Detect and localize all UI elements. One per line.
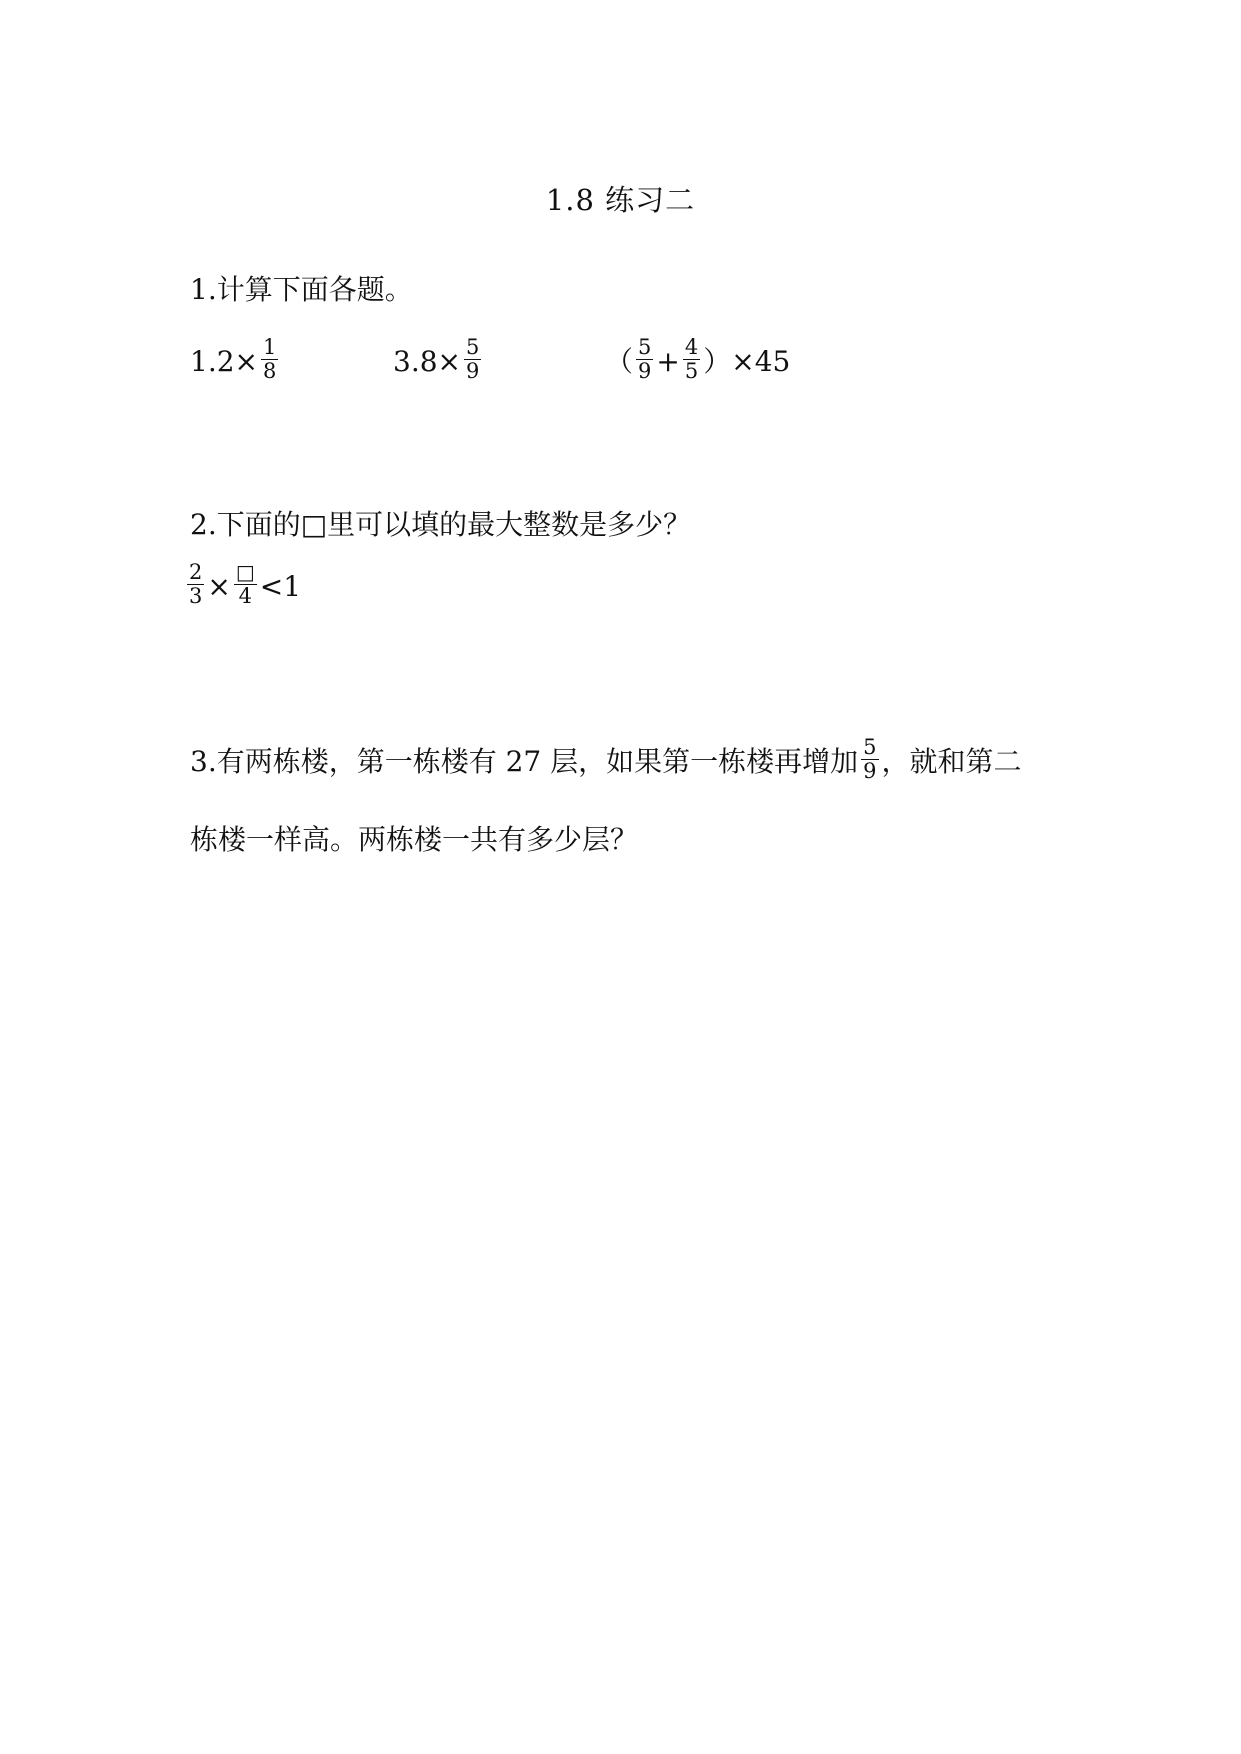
page-title: 1.8 练习二 [545, 183, 696, 217]
q2-fraction-1 [187, 561, 204, 608]
question-1-stem: 1.计算下面各题。 [190, 273, 413, 306]
q1-expression-c-fraction-2 [683, 336, 700, 383]
q1-expression-c-fraction-1 [636, 336, 653, 383]
fraction-numerator: 1 [263, 335, 277, 359]
fraction-denominator: 9 [638, 359, 652, 383]
q2-fraction-2 [234, 561, 257, 608]
fraction-denominator: 9 [863, 759, 877, 783]
q1-expression-a [190, 335, 281, 387]
fraction-numerator: 4 [684, 335, 699, 359]
fraction-denominator: 8 [263, 359, 277, 383]
fraction-denominator: 5 [684, 359, 699, 383]
fraction-numerator: 5 [638, 335, 652, 359]
q1-expression-a-left: 1.2× [190, 345, 258, 378]
question-3-fraction [861, 736, 878, 783]
q2-expression [184, 560, 302, 612]
q2-times-sign: × [207, 570, 231, 603]
q2-less-than-one: <1 [259, 570, 302, 603]
q1-expression-c-close: ）×45 [703, 345, 791, 378]
q1-expression-b-left: 3.8× [393, 345, 461, 378]
fraction-numerator: 5 [863, 735, 877, 759]
q1-expression-b [393, 335, 484, 387]
question-3-text-after: ，就和第二 [881, 745, 1022, 778]
q1-expression-c-plus: + [656, 345, 680, 378]
fraction-denominator: 9 [466, 359, 480, 383]
fraction-numerator: 2 [189, 560, 203, 584]
q1-expression-c [605, 335, 791, 387]
question-3-line-1 [190, 735, 1022, 787]
fraction-denominator: 3 [189, 584, 203, 608]
question-2-stem: 2.下面的□里可以填的最大整数是多少？ [190, 508, 692, 541]
fraction-numerator: 5 [466, 335, 480, 359]
fraction-denominator: 4 [238, 584, 252, 608]
q1-expression-c-open-paren: （ [605, 345, 634, 378]
question-3-text-before: 3.有两栋楼，第一栋楼有 27 层，如果第一栋楼再增加 [190, 745, 859, 778]
question-3-line-2: 栋楼一样高。两栋楼一共有多少层？ [190, 823, 639, 856]
q1-expression-b-fraction [464, 336, 481, 383]
fraction-numerator-blank-box: □ [235, 560, 255, 584]
q1-expression-a-fraction [261, 336, 278, 383]
